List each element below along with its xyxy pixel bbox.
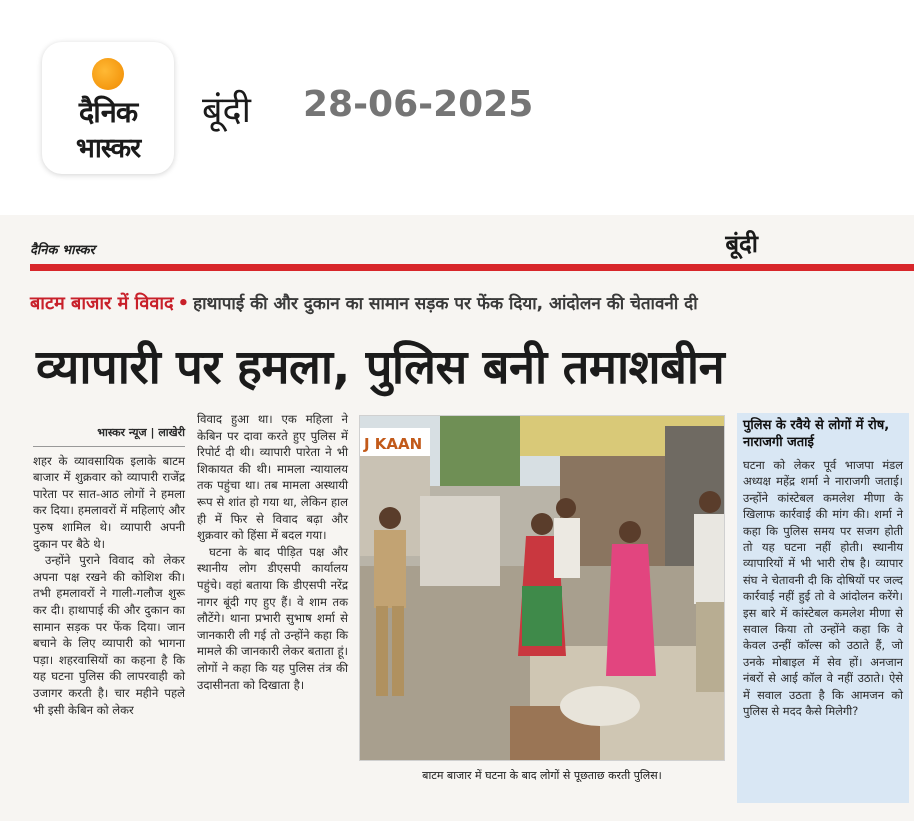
article-column-1: [33, 425, 185, 718]
headline: व्यापारी पर हमला, पुलिस बनी तमाशबीन: [36, 340, 725, 395]
red-divider: [30, 264, 914, 271]
kicker-text: हाथापाई की और दुकान का सामान सड़क पर फेंक दिया, आंदोलन की चेतावनी दी: [193, 294, 698, 314]
sidebar-box: [737, 413, 909, 803]
sidebar-body: घटना को लेकर पूर्व भाजपा मंडल अध्यक्ष महेंद्र शर्मा ने नाराजगी जताई। उन्होंने कांस्टेबल कमलेश मीणा के खिलाफ कार्रवाई की मांग की। शर्मा ने कहा कि पुलिस समय पर सजग होती तो यह घटना नहीं होती। स्थानीय व्यापारियों में भी भारी रोष है। व्यापार संघ ने चेतावनी दी कि दोषियों पर जल्द कार्रवाई नहीं हुई तो वे आंदोलन करेंगे। इस बारे में कांस्टेबल कमलेश मीणा से सवाल किया तो उन्होंने कहा कि वे केवल उन्हीं कॉल्स को उठाते हैं, जो उनके मोबाइल में सेव हों। अनजान नंबरों से आई कॉल वे नहीं उठाते। ऐसे में सवाल उठता है कि आमजन को पुलिस से मदद कैसे मिलेगी?: [743, 458, 903, 719]
newspaper-clipping: [0, 215, 914, 821]
kicker-bullet: •: [177, 293, 190, 314]
dainik-bhaskar-logo: [42, 42, 174, 174]
man-figure: [694, 491, 725, 692]
masthead-paper-name: दैनिक भास्कर: [30, 243, 95, 258]
article-paragraph: उन्होंने पुराने विवाद को लेकर अपना पक्ष रखने की कोशिश की। तभी हमलावरों ने गाली-गलौज शुरू कर दी। हाथापाई की और दुकान का सामान सड़क पर फेंक दिया। जान बचाने के लिए व्यापारी को भागना पड़ा। शहरवासियों का कहना है कि यह घटना पुलिस की लापरवाही को उजागर करती है। चार महीने पहले भी इसी केबिन को लेकर: [33, 553, 185, 717]
logo-text-line2: भास्कर: [75, 133, 141, 164]
article-column-2: [197, 411, 348, 693]
article-paragraph: विवाद हुआ था। एक महिला ने केबिन पर दावा करते हुए पुलिस में रिपोर्ट दी थी। व्यापारी पारेता ने भी शिकायत की थी। मामला न्यायालय तक पहुंचा था। तब मामला अस्थायी रूप से शांत हो गया था, लेकिन हाल ही में फिर से विवाद बढ़ा और शुक्रवार को हिंसा में बदल गया।: [197, 412, 348, 543]
news-photo: [359, 415, 725, 761]
logo-text-line1: दैनिक: [78, 95, 138, 129]
street-scene-illustration: [360, 416, 725, 761]
kicker-line: [30, 291, 914, 315]
byline: भास्कर न्यूज | लाखेरी: [33, 425, 185, 447]
article-paragraph: घटना के बाद पीड़ित पक्ष और स्थानीय लोग डीएसपी कार्यालय पहुंचे। वहां बताया कि डीएसपी नरेंद्र नागर बूंदी गए हुए हैं। वे शाम तक लौटेंगे। थाना प्रभारी सुभाष शर्मा से जानकारी ली गई तो उन्होंने कहा कि मामले की जानकारी लेकर बताता हूं। लोगों ने कहा कि यह पुलिस तंत्र की उदासीनता को दिखाता है।: [197, 544, 348, 692]
article-paragraph: शहर के व्यावसायिक इलाके बाटम बाजार में शुक्रवार को व्यापारी राजेंद्र पारेता पर सात-आठ लोगों ने हमला कर दिया। हमलावरों में महिलाएं और पुरुष शामिल थे। व्यापारी अपनी दुकान पर बैठे थे।: [33, 453, 185, 551]
sun-icon: [92, 58, 124, 90]
kicker-label: बाटम बाजार में विवाद: [30, 293, 174, 314]
edition-city: बूंदी: [202, 90, 251, 131]
photo-caption: बाटम बाजार में घटना के बाद लोगों से पूछताछ करती पुलिस।: [422, 769, 662, 782]
edition-date: 28-06-2025: [303, 84, 534, 125]
masthead-city: बूंदी: [725, 230, 758, 258]
sidebar-title: पुलिस के रवैये से लोगों में रोष, नाराजगी जताई: [743, 418, 890, 450]
shop-sign-text: J KAAN: [364, 435, 423, 453]
